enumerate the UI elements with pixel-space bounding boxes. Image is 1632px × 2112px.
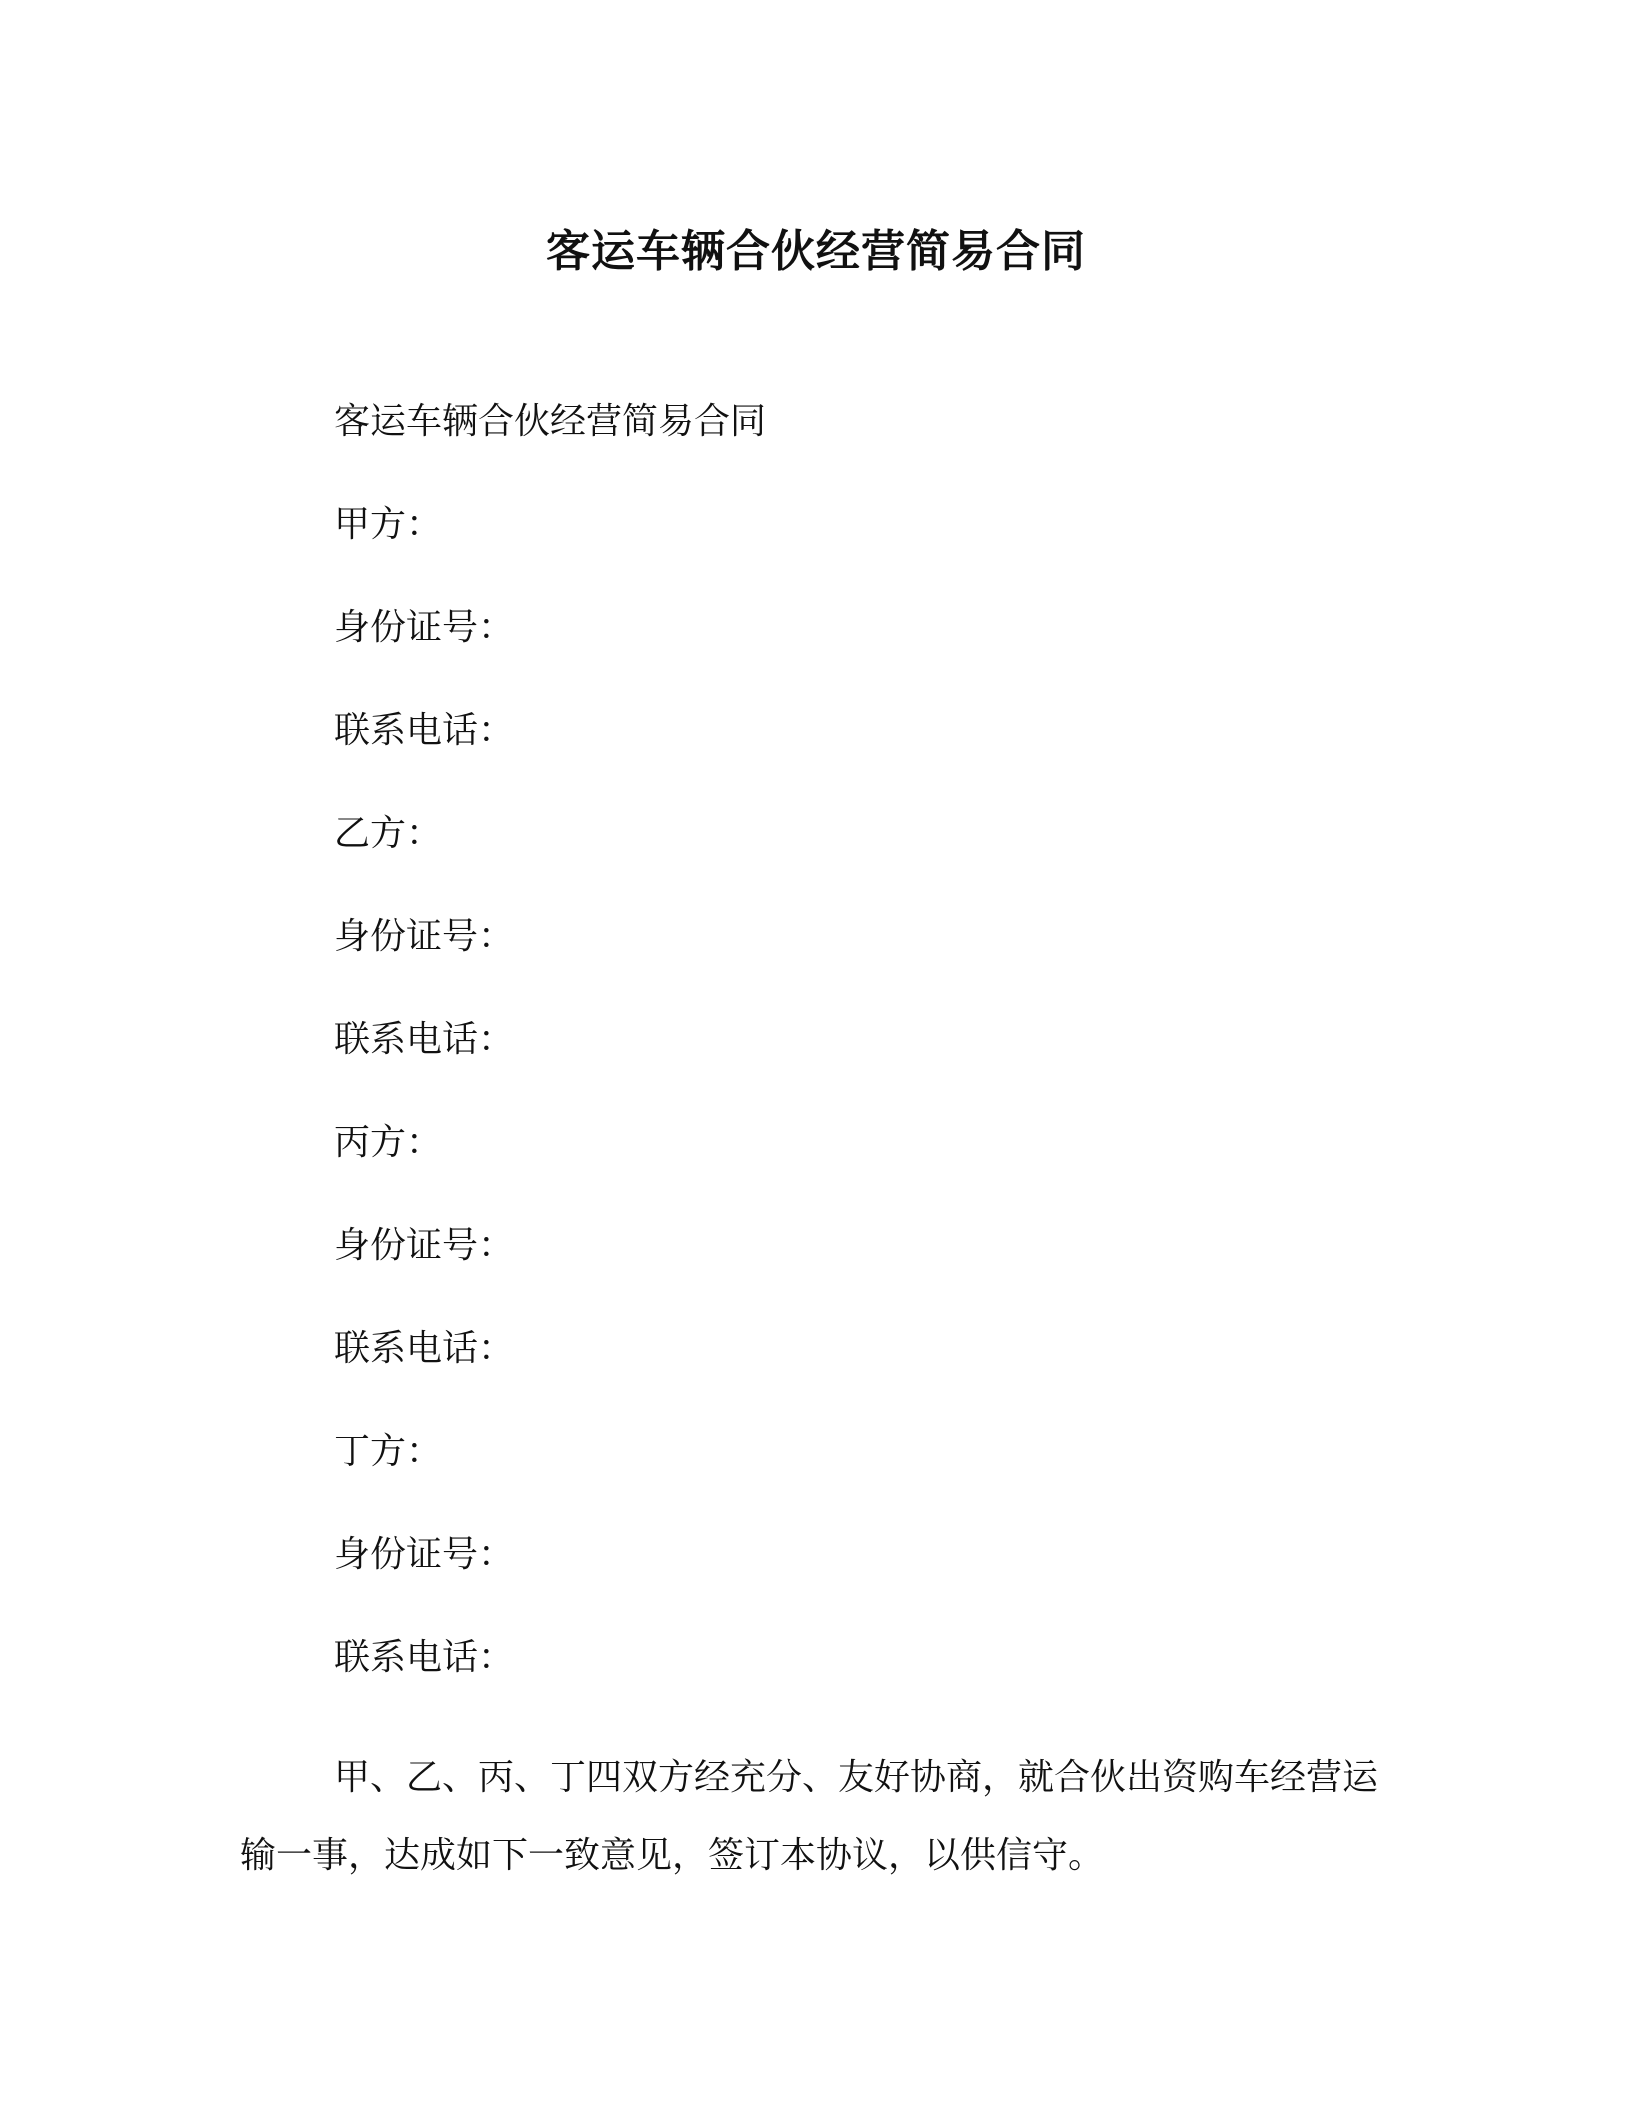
contract-subtitle: 客运车辆合伙经营简易合同 <box>334 401 767 442</box>
party-b-label: 乙方： <box>334 813 443 854</box>
party-d-phone-label: 联系电话： <box>334 1637 515 1678</box>
party-d-label: 丁方： <box>334 1431 443 1472</box>
party-a-phone-label: 联系电话： <box>334 710 515 751</box>
party-a-id-label: 身份证号： <box>334 607 515 648</box>
party-b-phone-label: 联系电话： <box>334 1019 515 1060</box>
party-b-id-label: 身份证号： <box>334 916 515 957</box>
party-c-id-label: 身份证号： <box>334 1225 515 1266</box>
intro-paragraph: 甲、乙、丙、丁四双方经充分、友好协商，就合伙出资购车经营运输一事，达成如下一致意见，签订本协议，以供信守。 <box>240 1757 1379 1876</box>
party-a-label: 甲方： <box>334 504 443 545</box>
party-c-phone-label: 联系电话： <box>334 1328 515 1369</box>
party-c-label: 丙方： <box>334 1122 443 1163</box>
document-title: 客运车辆合伙经营简易合同 <box>546 226 1086 277</box>
party-d-id-label: 身份证号： <box>334 1534 515 1575</box>
